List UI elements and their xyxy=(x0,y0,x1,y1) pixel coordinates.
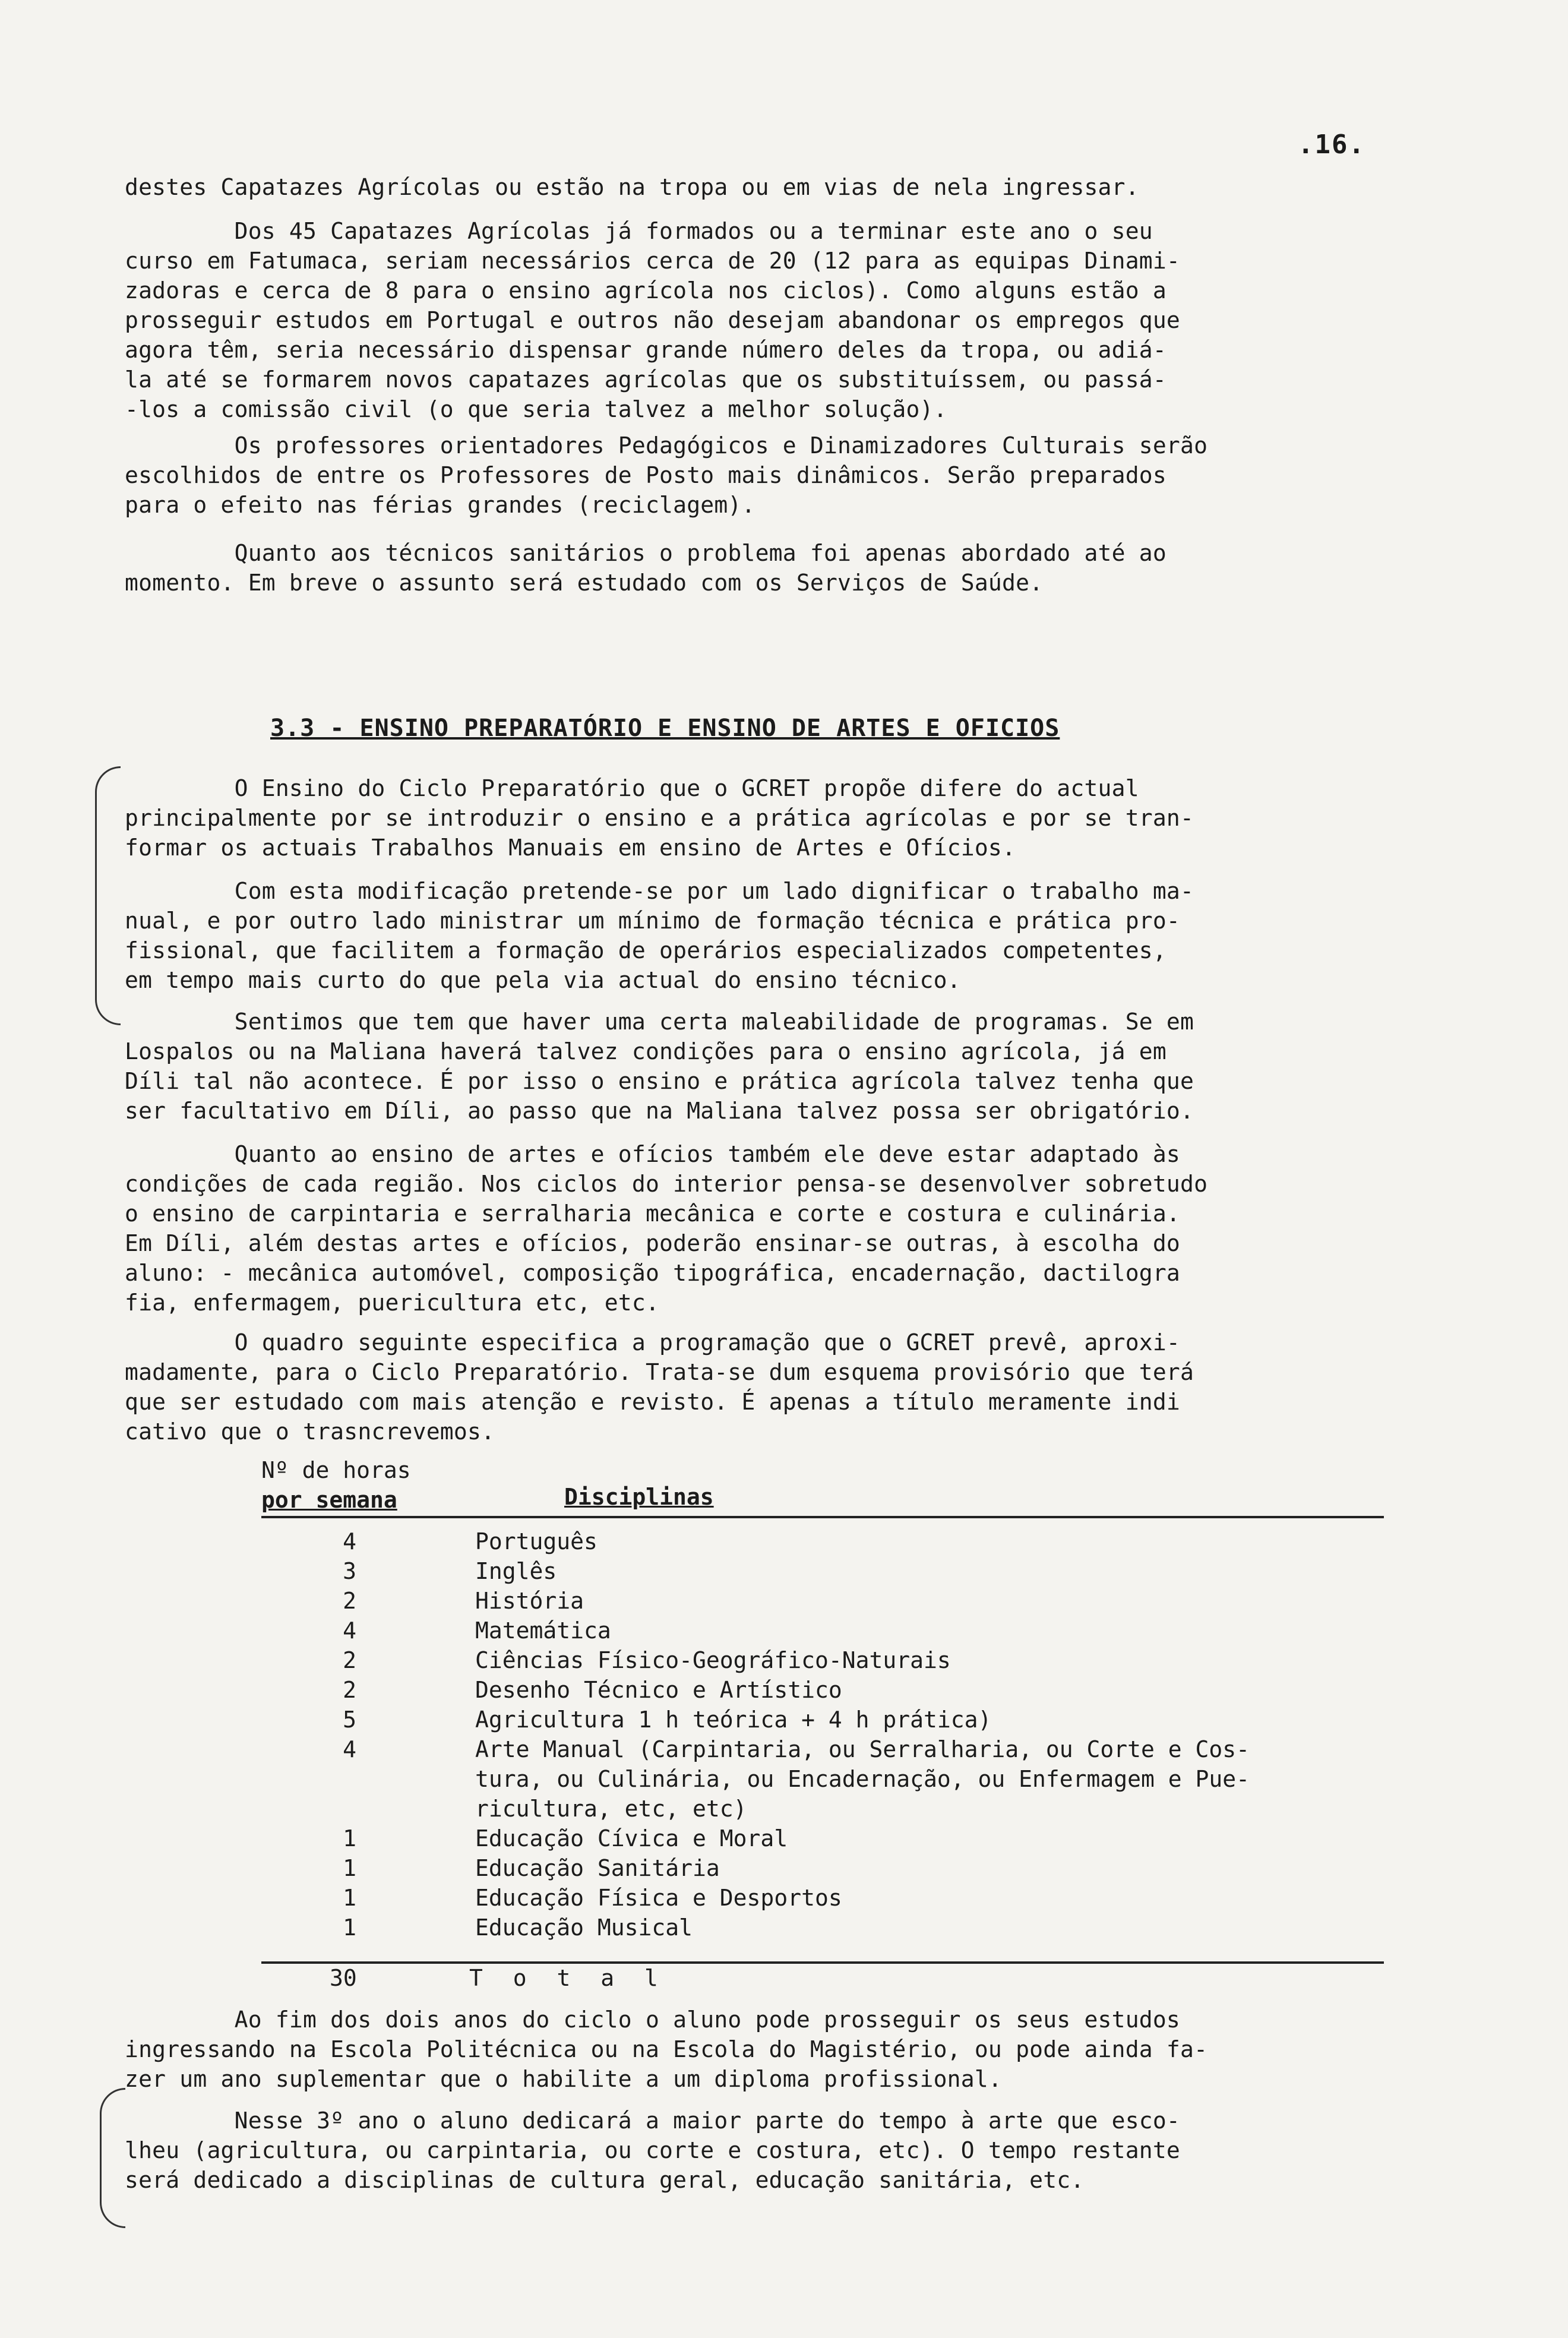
table-rows xyxy=(261,1527,1390,1942)
paragraph-3: Os professores orientadores Pedagógicos e Dinamizadores Culturais serão escolhidos de entre os Professores de Posto mais dinâmicos. Serão preparados para o efeito nas férias grandes (reciclagem). xyxy=(125,432,1208,518)
paragraph-6: Com esta modificação pretende-se por um lado dignificar o trabalho ma- nual, e por outro lado ministrar um mínimo de formação técnica e prática pro- fissional, que facilitem a formação de operários especializados competentes, em tempo mais curto do que pela via actual do ensino técnico. xyxy=(125,878,1194,993)
paragraph-2: Dos 45 Capatazes Agrícolas já formados ou a terminar este ano o seu curso em Fatumaca, seriam necessários cerca de 20 (12 para as equipas Dinami- zadoras e cerca de 8 para o ensino agrícola nos ciclos). Como alguns estão a prosseguir estudos em Portugal e outros não desejam abandonar os empregos que agora têm, seria necessário dispensar grande número deles da tropa, ou adiá- la até se formarem novos capatazes agrícolas que os substituíssem, ou passá- -los a comissão civil (o que seria talvez a melhor solução). xyxy=(125,218,1181,422)
paragraph-1: destes Capatazes Agrícolas ou estão na tropa ou em vias de nela ingressar. xyxy=(125,174,1139,200)
table-row xyxy=(261,1705,1390,1734)
paragraph-11: Nesse 3º ano o aluno dedicará a maior parte do tempo à arte que esco- lheu (agricultura, ou carpintaria, ou corte e costura, etc). O tempo restante será dedicado a disciplinas de cultura geral, educação sanitária, etc. xyxy=(125,2108,1181,2193)
table-header-rule xyxy=(261,1516,1384,1518)
table-header-hours-line1: Nº de horas xyxy=(261,1457,411,1483)
table-row xyxy=(261,1824,1390,1853)
section-heading: 3.3 - ENSINO PREPARATÓRIO E ENSINO DE ARTES E OFICIOS xyxy=(270,715,1060,742)
row-hours: 2 xyxy=(343,1647,356,1673)
margin-bracket-1 xyxy=(95,766,121,1025)
table-row xyxy=(261,1675,1390,1705)
page-number: .16. xyxy=(1298,129,1365,160)
row-hours: 2 xyxy=(343,1588,356,1614)
table-row xyxy=(261,1527,1390,1556)
table-row xyxy=(261,1616,1390,1645)
table-row xyxy=(261,1853,1390,1883)
row-discipline: Arte Manual (Carpintaria, ou Serralharia, ou Corte e Cos- tura, ou Culinária, ou Encadernação, ou Enfermagem e Pue- ricultura, etc, etc) xyxy=(475,1736,1250,1822)
row-discipline: Educação Cívica e Moral xyxy=(475,1825,788,1852)
row-discipline: História xyxy=(475,1588,584,1614)
row-hours: 1 xyxy=(343,1914,356,1941)
table-header-disciplines: Disciplinas xyxy=(564,1484,714,1510)
row-discipline: Português xyxy=(475,1528,598,1555)
margin-bracket-2 xyxy=(100,2088,125,2228)
row-discipline: Educação Física e Desportos xyxy=(475,1885,842,1911)
paragraph-7: Sentimos que tem que haver uma certa maleabilidade de programas. Se em Lospalos ou na Maliana haverá talvez condições para o ensino agrícola, já em Díli tal não acontece. É por isso o ensino e prática agrícola talvez tenha que ser facultativo em Díli, ao passo que na Maliana talvez possa ser obrigatório. xyxy=(125,1009,1194,1124)
table-row xyxy=(261,1556,1390,1586)
row-discipline: Matemática xyxy=(475,1617,611,1644)
row-hours: 3 xyxy=(343,1558,356,1584)
total-label: T o t a l xyxy=(469,1965,666,1991)
row-hours: 4 xyxy=(343,1736,356,1762)
table-header-hours-line2: por semana xyxy=(261,1487,397,1513)
paragraph-8: Quanto ao ensino de artes e ofícios também ele deve estar adaptado às condições de cada região. Nos ciclos do interior pensa-se desenvolver sobretudo o ensino de carpintaria e serralharia mecânica e corte e costura e culinária. Em Díli, além destas artes e ofícios, poderão ensinar-se outras, à escolha do aluno: - mecânica automóvel, composição tipográfica, encadernação, dactilogra fia, enfermagem, puericultura etc, etc. xyxy=(125,1141,1208,1316)
table-row xyxy=(261,1734,1390,1824)
table-row xyxy=(261,1883,1390,1913)
row-discipline: Educação Sanitária xyxy=(475,1855,720,1881)
paragraph-10: Ao fim dos dois anos do ciclo o aluno pode prosseguir os seus estudos ingressando na Escola Politécnica ou na Escola do Magistério, ou pode ainda fa- zer um ano suplementar que o habilite a um diploma profissional. xyxy=(125,2007,1208,2092)
paragraph-4: Quanto aos técnicos sanitários o problema foi apenas abordado até ao momento. Em breve o assunto será estudado com os Serviços de Saúde. xyxy=(125,540,1166,596)
table-row xyxy=(261,1913,1390,1942)
row-discipline: Inglês xyxy=(475,1558,557,1584)
row-discipline: Educação Musical xyxy=(475,1914,693,1941)
row-discipline: Agricultura 1 h teórica + 4 h prática) xyxy=(475,1707,992,1733)
row-hours: 1 xyxy=(343,1855,356,1881)
row-hours: 5 xyxy=(343,1707,356,1733)
paragraph-5: O Ensino do Ciclo Preparatório que o GCRET propõe difere do actual principalmente por se introduzir o ensino e a prática agrícolas e por se tran- formar os actuais Trabalhos Manuais em ensino de Artes e Ofícios. xyxy=(125,775,1194,861)
table-row xyxy=(261,1586,1390,1616)
row-discipline: Ciências Físico-Geográfico-Naturais xyxy=(475,1647,951,1673)
row-hours: 2 xyxy=(343,1677,356,1703)
row-hours: 1 xyxy=(343,1885,356,1911)
row-hours: 4 xyxy=(343,1528,356,1555)
row-hours: 1 xyxy=(343,1825,356,1852)
table-total-row xyxy=(330,1963,666,1993)
table-header-hours xyxy=(261,1455,411,1515)
table-row xyxy=(261,1645,1390,1675)
row-hours: 4 xyxy=(343,1617,356,1644)
total-hours: 30 xyxy=(330,1965,357,1991)
paragraph-9: O quadro seguinte especifica a programação que o GCRET prevê, aproxi- madamente, para o Ciclo Preparatório. Trata-se dum esquema provisório que terá que ser estudado com mais atenção e revisto. É apenas a título meramente indi cativo que o trasncrevemos. xyxy=(125,1329,1194,1445)
row-discipline: Desenho Técnico e Artístico xyxy=(475,1677,842,1703)
